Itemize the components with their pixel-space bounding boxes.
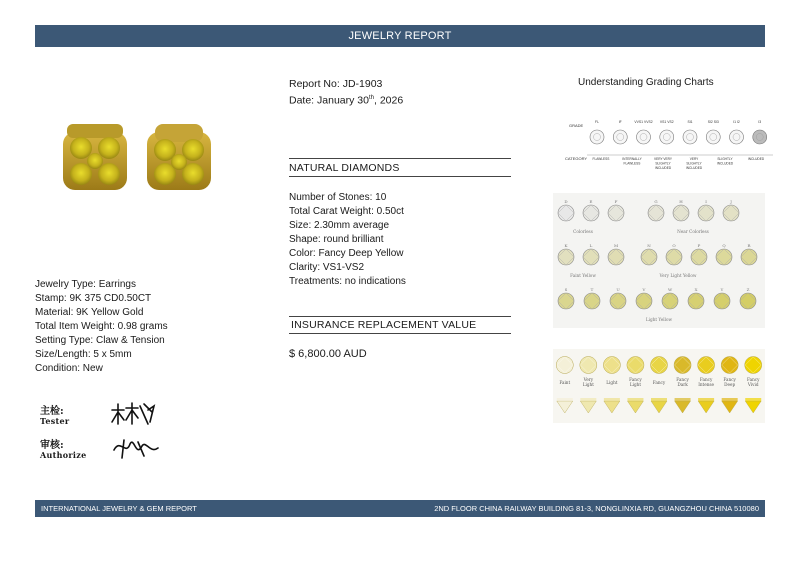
color-grade-letter: K — [564, 243, 568, 248]
fancy-diamond-icon — [556, 357, 573, 374]
report-number: Report No: JD-1903 — [289, 78, 383, 90]
clarity-grade-label: SI1 — [687, 120, 693, 124]
color-grade-letter: M — [613, 243, 619, 248]
footer-organization: INTERNATIONAL JEWELRY & GEM REPORT — [41, 504, 197, 513]
fancy-diamond-icon — [674, 357, 691, 374]
clarity-category-label: INTERNALLY — [622, 157, 642, 161]
clarity-category-label: INCLUDED — [747, 157, 765, 161]
color-grade-letter: J — [730, 199, 732, 204]
clarity-diamond-icon — [590, 130, 604, 144]
report-date: Date: January 30th, 2026 — [289, 94, 404, 107]
jewelry-setting: Setting Type: Claw & Tension — [35, 335, 165, 346]
insurance-section-title: INSURANCE REPLACEMENT VALUE — [291, 319, 477, 331]
color-group-label: Colorless — [573, 229, 593, 234]
color-grade-letter: F — [614, 199, 618, 204]
color-diamond-icon — [741, 249, 757, 265]
jewelry-size: Size/Length: 5 x 5mm — [35, 349, 132, 360]
color-grade-letter: P — [697, 243, 701, 248]
report-info — [289, 77, 403, 108]
color-grade-letter: I — [705, 199, 707, 204]
fancy-color-label: Faint — [559, 380, 571, 385]
color-grade-letter: H — [679, 199, 683, 204]
color-grade-letter: O — [672, 243, 676, 248]
color-diamond-icon — [698, 205, 714, 221]
insurance-value: $ 6,800.00 AUD — [289, 348, 367, 360]
clarity-grade-label: I1 I2 — [733, 120, 740, 124]
insurance-bottom-rule — [289, 333, 511, 334]
color-grading-chart — [553, 193, 765, 328]
fancy-color-label: Fancy — [676, 377, 689, 382]
color-diamond-icon — [610, 293, 626, 309]
fancy-diamond-crown — [627, 398, 643, 401]
clarity-diamond-icon — [660, 130, 674, 144]
color-grade-letter: E — [589, 199, 593, 204]
clarity-diamond-icon — [683, 130, 697, 144]
clarity-category-label: SLIGHTLY — [655, 161, 671, 166]
jewelry-material: Material: 9K Yellow Gold — [35, 307, 144, 318]
color-grade-letter: Y — [720, 287, 724, 292]
clarity-grade-label: FL — [595, 120, 599, 124]
fancy-color-label: Fancy — [723, 377, 736, 382]
authorize-label-en: Authorize — [40, 450, 87, 460]
fancy-color-label: Fancy — [699, 377, 713, 382]
fancy-color-label: Fancy — [629, 377, 642, 382]
color-grade-letter: L — [589, 243, 593, 248]
left-earring — [63, 124, 127, 190]
clarity-diamond-icon — [613, 130, 627, 144]
signature-block — [40, 400, 180, 465]
diamond-stones: Number of Stones: 10 — [289, 192, 387, 203]
clarity-category-label: INCLUDED — [654, 166, 672, 170]
fancy-diamond-icon — [698, 357, 715, 374]
fancy-color-label: Intense — [698, 382, 715, 387]
color-diamond-icon — [583, 249, 599, 265]
clarity-grading-chart — [565, 115, 775, 175]
fancy-diamond-crown — [604, 398, 620, 401]
color-grade-letter: Q — [722, 243, 726, 248]
report-footer — [35, 500, 765, 517]
fancy-color-label: Vivid — [747, 382, 759, 387]
color-diamond-icon — [608, 205, 624, 221]
fancy-color-label: Fancy — [652, 380, 666, 385]
clarity-category-label: VERY VERY — [653, 157, 673, 161]
color-grade-letter: S — [564, 287, 568, 292]
diamond-treatments: Treatments: no indications — [289, 276, 406, 287]
fancy-color-chart — [553, 349, 765, 423]
fancy-color-label: Light — [582, 382, 594, 387]
color-grade-letter: V — [642, 287, 646, 292]
fancy-diamond-crown — [675, 398, 691, 401]
clarity-grade-label: IF — [618, 120, 622, 124]
color-group-label: Near Colorless — [677, 229, 709, 234]
color-grade-letter: R — [747, 243, 751, 248]
color-diamond-icon — [558, 205, 574, 221]
color-grade-letter: T — [590, 287, 594, 292]
clarity-category-row-label: CATEGORY — [565, 156, 588, 161]
clarity-grade-row-label: GRADE — [569, 123, 584, 128]
jewelry-condition: Condition: New — [35, 363, 103, 374]
color-diamond-icon — [691, 249, 707, 265]
clarity-category-label: FLAWLESS — [592, 157, 610, 161]
jewelry-stamp: Stamp: 9K 375 CD0.50CT — [35, 293, 152, 304]
fancy-diamond-crown — [698, 398, 714, 401]
color-diamond-icon — [583, 205, 599, 221]
clarity-grade-label: I3 — [758, 120, 762, 124]
fancy-diamond-icon — [603, 357, 620, 374]
clarity-grade-label: SI2 SI3 — [707, 120, 719, 124]
right-earring — [147, 124, 211, 190]
color-grade-letter: N — [647, 243, 651, 248]
color-group-label: Light Yellow — [645, 317, 673, 322]
diamond-size: Size: 2.30mm average — [289, 220, 390, 231]
diamonds-section-title: NATURAL DIAMONDS — [289, 162, 400, 174]
handwritten-signatures — [108, 400, 168, 465]
jewelry-type: Jewelry Type: Earrings — [35, 279, 136, 290]
report-header — [35, 25, 765, 47]
color-grade-letter: W — [667, 287, 673, 292]
color-diamond-icon — [558, 293, 574, 309]
color-grade-letter: G — [654, 199, 658, 204]
clarity-grade-label: VS1 VS2 — [659, 120, 674, 124]
color-diamond-icon — [558, 249, 574, 265]
color-group-label: Faint Yellow — [570, 273, 596, 278]
color-grade-letter: Z — [746, 287, 750, 292]
clarity-diamond-icon — [637, 130, 651, 144]
color-diamond-icon — [723, 205, 739, 221]
color-diamond-icon — [666, 249, 682, 265]
diamond-color: Color: Fancy Deep Yellow — [289, 248, 404, 259]
fancy-diamond-icon — [627, 357, 644, 374]
fancy-color-label: Fancy — [746, 377, 760, 382]
fancy-color-label: Light — [629, 382, 642, 387]
diamonds-top-rule — [289, 158, 511, 159]
fancy-color-label: Very — [583, 377, 594, 382]
color-grade-letter: D — [564, 199, 568, 204]
color-diamond-icon — [740, 293, 756, 309]
color-grade-letter: U — [616, 287, 620, 292]
clarity-category-label: INCLUDED — [716, 161, 734, 166]
clarity-category-label: SLIGHTLY — [717, 157, 733, 161]
fancy-diamond-icon — [721, 357, 738, 374]
diamond-clarity: Clarity: VS1-VS2 — [289, 262, 365, 273]
color-diamond-icon — [716, 249, 732, 265]
fancy-diamond-crown — [557, 398, 573, 401]
diamond-carat: Total Carat Weight: 0.50ct — [289, 206, 404, 217]
grading-charts-title: Understanding Grading Charts — [578, 77, 714, 88]
fancy-color-label: Deep — [724, 382, 736, 387]
footer-address: 2ND FLOOR CHINA RAILWAY BUILDING 81-3, NONGLINXIA RD, GUANGZHOU CHINA 510080 — [434, 504, 759, 513]
color-diamond-icon — [688, 293, 704, 309]
fancy-diamond-crown — [651, 398, 667, 401]
color-group-label: Very Light Yellow — [659, 273, 697, 278]
color-diamond-icon — [584, 293, 600, 309]
clarity-grade-label: VVS1 VVS2 — [634, 120, 653, 124]
color-diamond-icon — [636, 293, 652, 309]
report-title: JEWELRY REPORT — [348, 30, 452, 42]
clarity-diamond-icon — [706, 130, 720, 144]
color-diamond-icon — [662, 293, 678, 309]
color-diamond-icon — [648, 205, 664, 221]
fancy-diamond-icon — [580, 357, 597, 374]
clarity-diamond-icon — [753, 130, 767, 144]
tester-label-cn: 主检: — [40, 406, 64, 417]
tester-label-en: Tester — [40, 416, 70, 426]
fancy-diamond-icon — [651, 357, 668, 374]
jewelry-specs — [35, 278, 168, 376]
authorize-label-cn: 审核: — [40, 440, 64, 451]
fancy-diamond-crown — [745, 398, 761, 401]
diamonds-bottom-rule — [289, 176, 511, 177]
fancy-diamond-crown — [722, 398, 738, 401]
fancy-color-label: Dark — [677, 382, 688, 387]
fancy-color-label: Light — [606, 380, 618, 385]
color-diamond-icon — [673, 205, 689, 221]
color-diamond-icon — [641, 249, 657, 265]
jewelry-weight: Total Item Weight: 0.98 grams — [35, 321, 168, 332]
clarity-category-label: FLAWLESS — [623, 161, 641, 166]
color-grade-letter: X — [694, 287, 698, 292]
color-diamond-icon — [714, 293, 730, 309]
fancy-diamond-crown — [580, 398, 596, 401]
fancy-diamond-icon — [745, 357, 762, 374]
clarity-category-label: SLIGHTLY — [686, 161, 702, 166]
insurance-top-rule — [289, 316, 511, 317]
diamond-details — [289, 191, 406, 289]
clarity-diamond-icon — [730, 130, 744, 144]
color-diamond-icon — [608, 249, 624, 265]
clarity-category-label: VERY — [689, 157, 699, 161]
clarity-category-label: INCLUDED — [685, 166, 703, 170]
earrings-photo — [35, 72, 230, 252]
diamond-shape: Shape: round brilliant — [289, 234, 384, 245]
